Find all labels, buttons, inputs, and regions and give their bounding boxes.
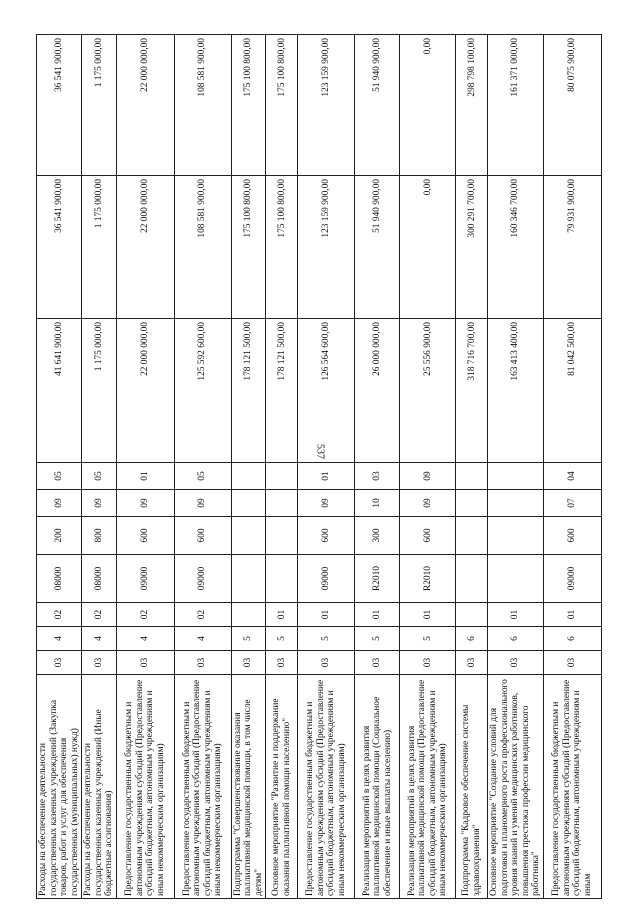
code-section: 09 bbox=[116, 490, 174, 517]
code-subsection bbox=[266, 463, 298, 490]
code-subprogram: 6 bbox=[456, 627, 488, 651]
code-section: 09 bbox=[174, 490, 231, 517]
code-subprogram: 4 bbox=[82, 627, 117, 651]
code-expense-type: 600 bbox=[543, 517, 601, 555]
table-row bbox=[231, 35, 266, 899]
table-row bbox=[355, 35, 400, 899]
budget-table bbox=[36, 34, 602, 899]
amount-year-2: 1 175 000,00 bbox=[82, 176, 117, 319]
amount-year-3: 175 100 800,00 bbox=[231, 35, 266, 176]
row-description: Реализация мероприятий в целях развития паллиативной медицинской помощи (Социальное обеспечение и иные выплаты населению) bbox=[355, 675, 400, 899]
amount-year-3: 298 798 100,00 bbox=[456, 35, 488, 176]
amount-year-3: 1 175 000,00 bbox=[82, 35, 117, 176]
code-event: 02 bbox=[82, 603, 117, 627]
code-event: 01 bbox=[488, 603, 544, 627]
code-direction: 08000 bbox=[82, 555, 117, 603]
code-subprogram: 5 bbox=[400, 627, 456, 651]
code-subsection: 05 bbox=[37, 463, 82, 490]
code-subsection: 01 bbox=[298, 463, 355, 490]
code-direction: R2010 bbox=[400, 555, 456, 603]
code-event: 02 bbox=[37, 603, 82, 627]
amount-year-1: 318 716 700,00 bbox=[456, 319, 488, 463]
amount-year-3: 175 100 800,00 bbox=[266, 35, 298, 176]
table-row bbox=[456, 35, 488, 899]
code-event: 02 bbox=[116, 603, 174, 627]
row-description: Подпрограмма "Совершенствование оказания паллиативной медицинской помощи, в том числе детям" bbox=[231, 675, 266, 899]
code-direction: 09000 bbox=[174, 555, 231, 603]
amount-year-2: 108 581 900,00 bbox=[174, 176, 231, 319]
code-direction: 09000 bbox=[116, 555, 174, 603]
code-expense-type bbox=[231, 517, 266, 555]
amount-year-1: 22 000 000,00 bbox=[116, 319, 174, 463]
table-body bbox=[37, 35, 602, 899]
code-expense-type: 600 bbox=[400, 517, 456, 555]
amount-year-2: 36 541 900,00 bbox=[37, 176, 82, 319]
code-direction bbox=[488, 555, 544, 603]
row-description: Реализация мероприятий в целях развития паллиативной медицинской помощи (Предоставление субсидий бюджетным, автономным учреждениям и иным некоммерческим организациям) bbox=[400, 675, 456, 899]
code-subprogram: 5 bbox=[231, 627, 266, 651]
table-row bbox=[543, 35, 601, 899]
code-section bbox=[488, 490, 544, 517]
row-description: Предоставление государственным бюджетным и автономным учреждениям субсидий (Предоставление субсидий бюджетным, автономным учреждениям и иным некоммерческим организациям) bbox=[174, 675, 231, 899]
amount-year-2: 51 940 900,00 bbox=[355, 176, 400, 319]
table-row bbox=[266, 35, 298, 899]
code-expense-type: 600 bbox=[298, 517, 355, 555]
code-section: 09 bbox=[82, 490, 117, 517]
code-subprogram: 6 bbox=[488, 627, 544, 651]
code-direction bbox=[456, 555, 488, 603]
amount-year-3: 161 371 000,00 bbox=[488, 35, 544, 176]
amount-year-1: 125 592 600,00 bbox=[174, 319, 231, 463]
amount-year-1: 178 121 500,00 bbox=[231, 319, 266, 463]
code-expense-type: 200 bbox=[37, 517, 82, 555]
code-direction bbox=[231, 555, 266, 603]
code-subsection: 05 bbox=[174, 463, 231, 490]
code-subprogram: 5 bbox=[266, 627, 298, 651]
code-program: 03 bbox=[116, 651, 174, 675]
code-direction: 08000 bbox=[37, 555, 82, 603]
code-program: 03 bbox=[355, 651, 400, 675]
amount-year-3: 22 000 000,00 bbox=[116, 35, 174, 176]
code-event: 02 bbox=[174, 603, 231, 627]
code-subsection bbox=[488, 463, 544, 490]
amount-year-2: 300 291 700,00 bbox=[456, 176, 488, 319]
code-subprogram: 4 bbox=[37, 627, 82, 651]
code-event: 01 bbox=[400, 603, 456, 627]
amount-year-2: 79 931 900,00 bbox=[543, 176, 601, 319]
row-description: Расходы на обеспечение деятельности государственных казенных учреждений (Закупка товаров, работ и услуг для обеспечения государственных (муниципальных) нужд) bbox=[37, 675, 82, 899]
amount-year-2: 175 100 800,00 bbox=[266, 176, 298, 319]
code-subprogram: 4 bbox=[174, 627, 231, 651]
code-expense-type: 300 bbox=[355, 517, 400, 555]
table-row bbox=[82, 35, 117, 899]
code-subsection: 09 bbox=[400, 463, 456, 490]
code-section bbox=[456, 490, 488, 517]
code-program: 03 bbox=[488, 651, 544, 675]
code-expense-type bbox=[266, 517, 298, 555]
table-row bbox=[116, 35, 174, 899]
code-program: 03 bbox=[82, 651, 117, 675]
code-event: 01 bbox=[543, 603, 601, 627]
amount-year-3: 80 075 900,00 bbox=[543, 35, 601, 176]
code-section: 09 bbox=[400, 490, 456, 517]
amount-year-1: 163 413 400,00 bbox=[488, 319, 544, 463]
code-subsection bbox=[456, 463, 488, 490]
code-subsection: 03 bbox=[355, 463, 400, 490]
code-section: 09 bbox=[37, 490, 82, 517]
table-row bbox=[298, 35, 355, 899]
amount-year-1: 26 000 000,00 bbox=[355, 319, 400, 463]
row-description: Предоставление государственным бюджетным и автономным учреждениям субсидий (Предоставление субсидий бюджетным, автономным учреждениям и иным некоммерческим организациям) bbox=[116, 675, 174, 899]
page-number: 537 bbox=[314, 444, 326, 459]
code-subsection: 04 bbox=[543, 463, 601, 490]
code-event bbox=[231, 603, 266, 627]
row-description: Основное мероприятие "Создание условий для подготовки и планомерного роста профессионального уровня знаний и умений медицинских работников, повышения престижа профессии медицинского работника" bbox=[488, 675, 544, 899]
table-row bbox=[400, 35, 456, 899]
code-section bbox=[231, 490, 266, 517]
code-program: 03 bbox=[543, 651, 601, 675]
row-description: Подпрограмма "Кадровое обеспечение системы здравоохранения" bbox=[456, 675, 488, 899]
amount-year-2: 175 100 800,00 bbox=[231, 176, 266, 319]
table-row bbox=[174, 35, 231, 899]
code-section: 10 bbox=[355, 490, 400, 517]
code-program: 03 bbox=[231, 651, 266, 675]
code-event: 01 bbox=[298, 603, 355, 627]
code-section: 09 bbox=[298, 490, 355, 517]
code-event bbox=[456, 603, 488, 627]
amount-year-1: 25 556 900,00 bbox=[400, 319, 456, 463]
code-program: 03 bbox=[174, 651, 231, 675]
amount-year-2: 0,00 bbox=[400, 176, 456, 319]
row-description: Предоставление государственным бюджетным и автономным учреждениям субсидий (Предоставление субсидий бюджетным, автономным учреждениям и иным некоммерческим организациям) bbox=[298, 675, 355, 899]
table-row bbox=[37, 35, 82, 899]
row-description: Предоставление государственным бюджетным и автономным учреждениям субсидий (Предоставление субсидий бюджетным, автономным учреждениям и иным bbox=[543, 675, 601, 899]
code-event: 01 bbox=[266, 603, 298, 627]
code-program: 03 bbox=[400, 651, 456, 675]
amount-year-3: 123 159 900,00 bbox=[298, 35, 355, 176]
code-program: 03 bbox=[456, 651, 488, 675]
amount-year-3: 36 541 900,00 bbox=[37, 35, 82, 176]
amount-year-1: 81 042 500,00 bbox=[543, 319, 601, 463]
code-expense-type bbox=[488, 517, 544, 555]
code-program: 03 bbox=[37, 651, 82, 675]
code-section bbox=[266, 490, 298, 517]
amount-year-2: 160 346 700,00 bbox=[488, 176, 544, 319]
amount-year-2: 22 000 000,00 bbox=[116, 176, 174, 319]
code-subprogram: 4 bbox=[116, 627, 174, 651]
amount-year-1: 41 641 900,00 bbox=[37, 319, 82, 463]
code-program: 03 bbox=[266, 651, 298, 675]
code-subsection bbox=[231, 463, 266, 490]
code-direction bbox=[266, 555, 298, 603]
code-section: 07 bbox=[543, 490, 601, 517]
row-description: Расходы на обеспечение деятельности государственных казенных учреждений (Иные бюджетные ассигнования) bbox=[82, 675, 117, 899]
amount-year-2: 123 159 900,00 bbox=[298, 176, 355, 319]
code-event: 01 bbox=[355, 603, 400, 627]
amount-year-1: 178 121 500,00 bbox=[266, 319, 298, 463]
amount-year-3: 51 940 900,00 bbox=[355, 35, 400, 176]
code-program: 03 bbox=[298, 651, 355, 675]
code-expense-type: 600 bbox=[116, 517, 174, 555]
code-expense-type: 600 bbox=[174, 517, 231, 555]
code-expense-type: 800 bbox=[82, 517, 117, 555]
amount-year-1: 1 175 000,00 bbox=[82, 319, 117, 463]
code-expense-type bbox=[456, 517, 488, 555]
rotated-table-wrapper bbox=[36, 35, 593, 899]
code-direction: 09000 bbox=[298, 555, 355, 603]
amount-year-3: 0,00 bbox=[400, 35, 456, 176]
row-description: Основное мероприятие "Развитие и поддержание оказания паллиативной помощи населению" bbox=[266, 675, 298, 899]
amount-year-1: 126 564 600,00 bbox=[298, 319, 355, 463]
code-subprogram: 5 bbox=[355, 627, 400, 651]
code-subsection: 01 bbox=[116, 463, 174, 490]
code-subsection: 05 bbox=[82, 463, 117, 490]
amount-year-3: 108 581 900,00 bbox=[174, 35, 231, 176]
code-direction: R2010 bbox=[355, 555, 400, 603]
table-row bbox=[488, 35, 544, 899]
code-subprogram: 6 bbox=[543, 627, 601, 651]
code-direction: 09000 bbox=[543, 555, 601, 603]
code-subprogram: 5 bbox=[298, 627, 355, 651]
